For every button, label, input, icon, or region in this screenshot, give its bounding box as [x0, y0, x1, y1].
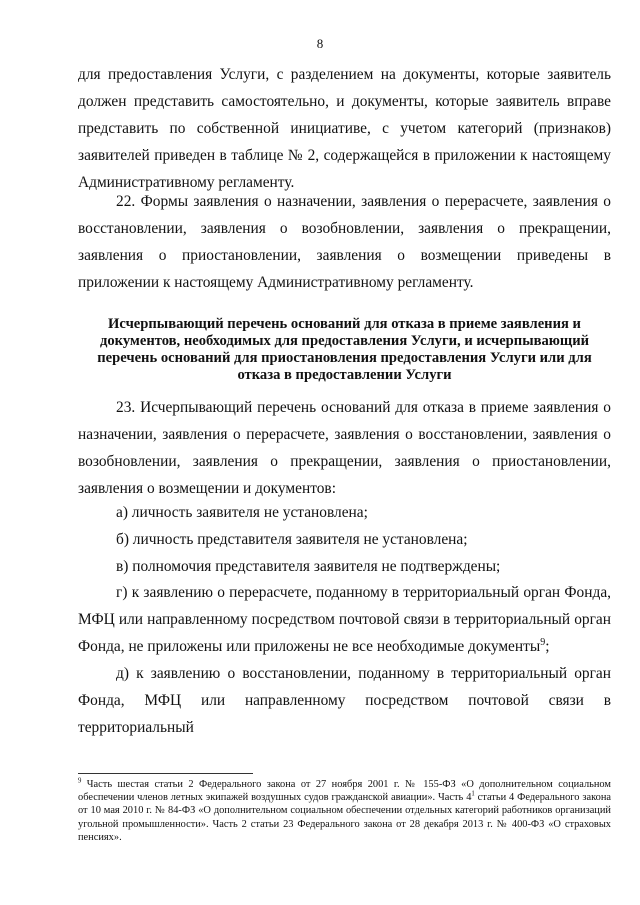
footnote-separator — [78, 773, 253, 774]
footnote-reference: 9 — [540, 637, 546, 649]
paragraph-22: 22. Формы заявления о назначении, заявления о перерасчете, заявления о восстановлении, заявления о возобновлении, заявления о прекращении, заявления о приостановлении, заявления о возмещении приведены в приложении к настоящему Административному регламенту. — [78, 193, 611, 292]
footnote-sup-1: 1 — [471, 790, 475, 798]
list-item-d: д) к заявлению о восстановлении, поданному в территориальный орган Фонда, МФЦ или направленному посредством почтовой связи в территориальный — [78, 665, 611, 737]
footnote — [78, 778, 611, 844]
list-item-b: б) личность представителя заявителя не установлена; — [116, 531, 468, 548]
footnote-text-1: Часть шестая статьи 2 Федерального закона от 27 ноября 2001 г. № 155-ФЗ «О дополнительном социальном обеспечении членов летных экипажей воздушных судов гражданской авиации». Часть 4 — [78, 779, 611, 804]
list-item-g-end: ; — [545, 638, 550, 656]
footnote-marker: 9 — [78, 777, 82, 785]
list-item-v: в) полномочия представителя заявителя не подтверждены; — [116, 558, 501, 575]
paragraph-continuation: для предоставления Услуги, с разделением на документы, которые заявитель должен представить самостоятельно, и документы, которые заявитель вправе представить по собственной инициативе, с учетом категорий (признаков) заявителей приведен в таблице № 2, содержащейся в приложении к настоящему Административному регламенту. — [78, 66, 611, 192]
footnote-text-2: статьи 4 Федерального закона от 10 мая 2010 г. № 84-ФЗ «О дополнительном социальном обеспечении отдельных категорий работников организаций угольной промышленности». Часть 2 статьи 23 Федерального закона от 28 декабря 2013 г. № 400-ФЗ «О страховых пенсиях». — [78, 792, 611, 843]
page-number: 8 — [316, 36, 324, 51]
paragraph-23: 23. Исчерпывающий перечень оснований для отказа в приеме заявления о назначении, заявления о перерасчете, заявления о восстановлении, заявления о возобновлении, заявления о прекращении, заявления о приостановлении, заявления о возмещении и документов: — [78, 399, 611, 498]
list-item-a: а) личность заявителя не установлена; — [116, 504, 368, 521]
list-item-g — [78, 579, 611, 660]
section-heading: Исчерпывающий перечень оснований для отказа в приеме заявления и документов, необходимых для предоставления Услуги, и исчерпывающий перечень оснований для приостановления предоставления Услуги или для отказа в предоставлении Услуги — [97, 316, 592, 383]
list-item-g-text: г) к заявлению о перерасчете, поданному в территориальный орган Фонда, МФЦ или направленному посредством почтовой связи в территориальный орган Фонда, не приложены или приложены не все необходимые документы — [78, 584, 611, 656]
